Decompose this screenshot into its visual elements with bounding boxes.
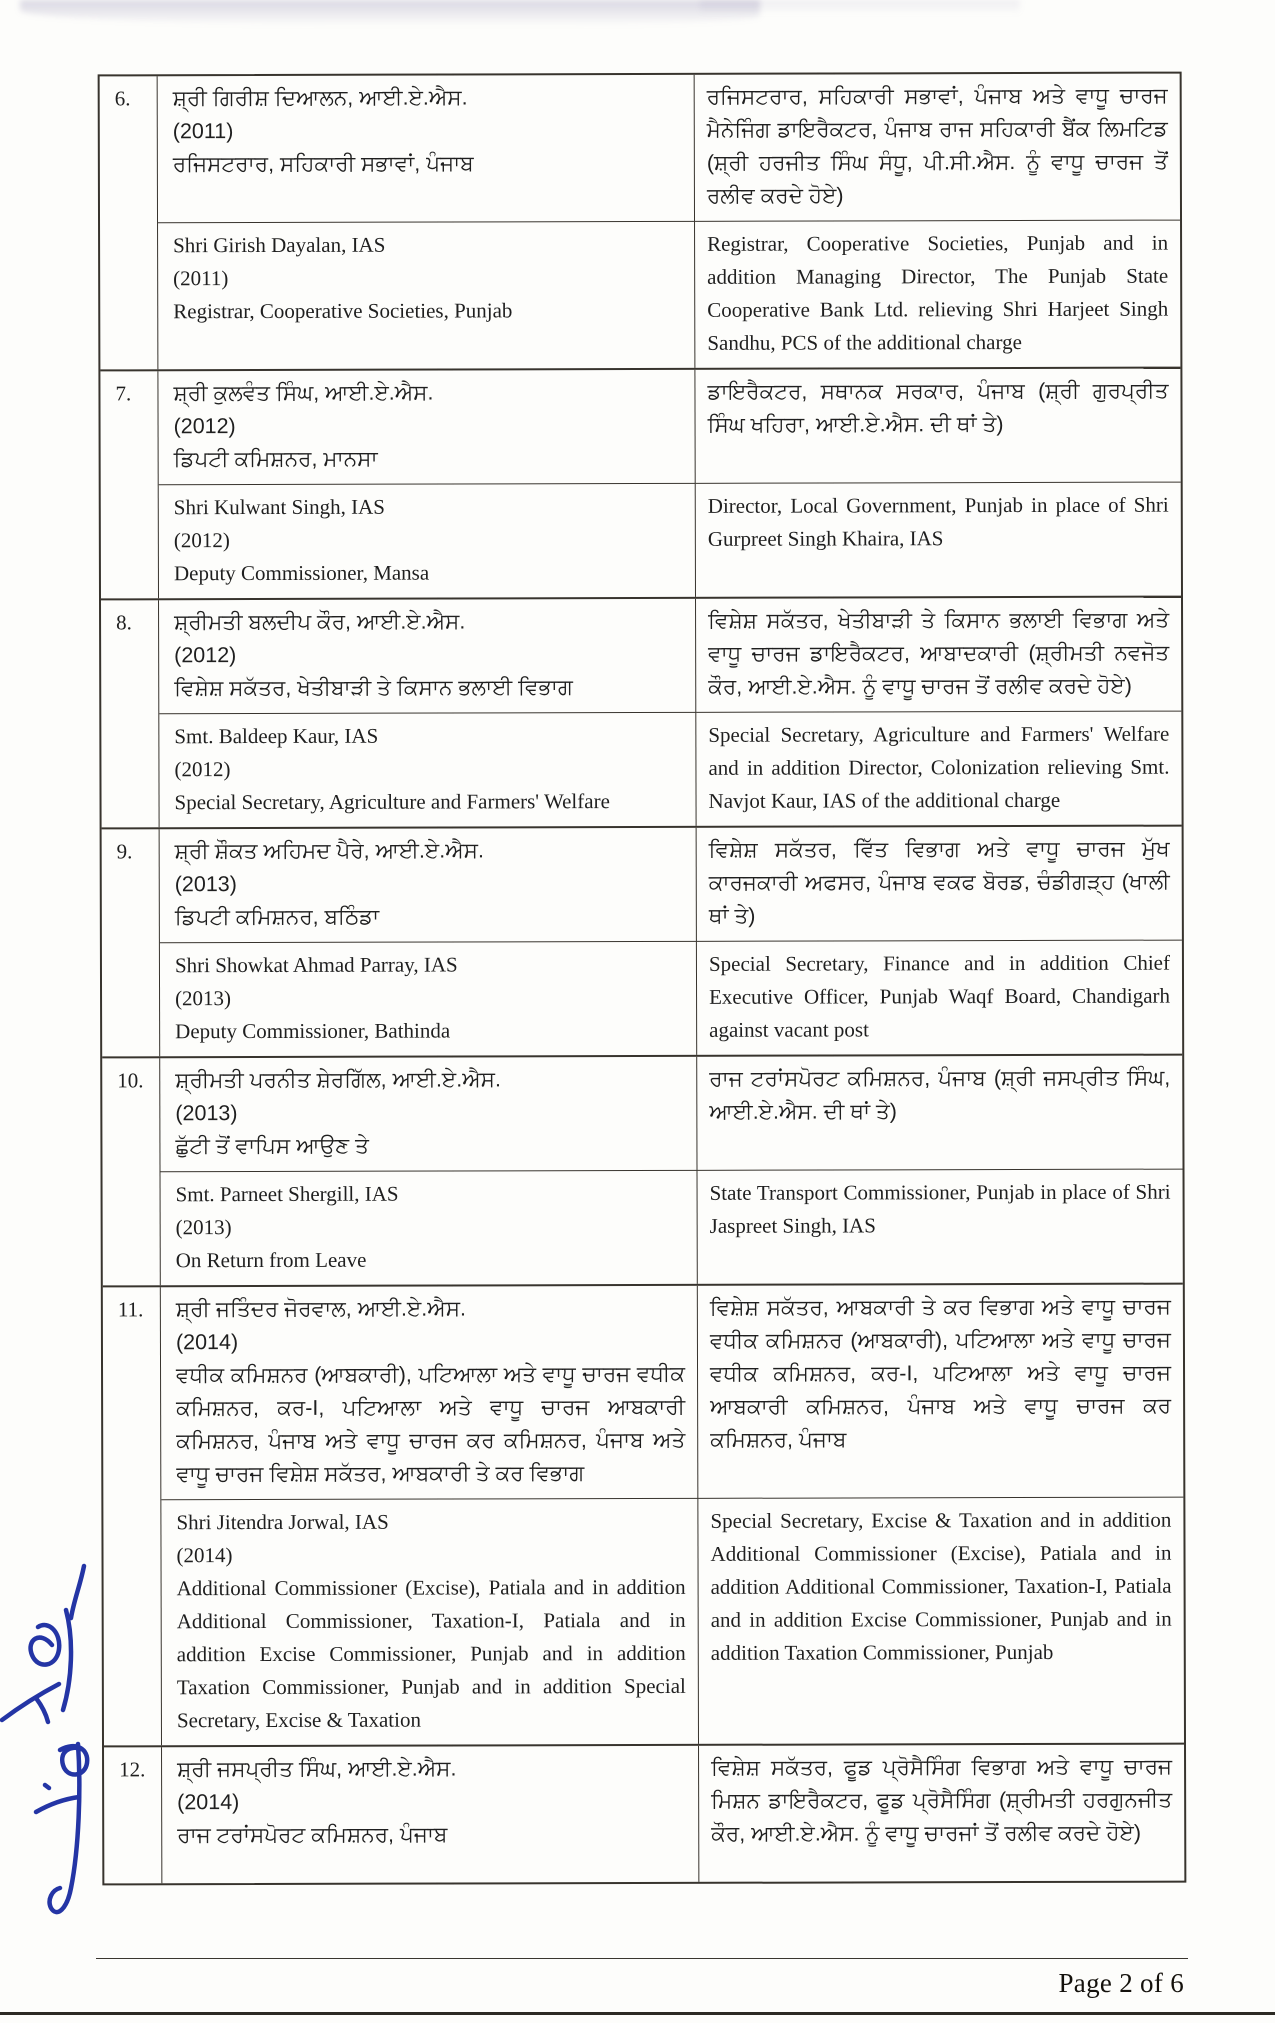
- text-line: (2011): [173, 266, 229, 291]
- officer-current-post-english: [160, 942, 697, 1056]
- serial-number-text: 10.: [117, 1068, 144, 1093]
- new-posting-punjabi-text: ਰਜਿਸਟਰਾਰ, ਸਹਿਕਾਰੀ ਸਭਾਵਾਂ, ਪੰਜਾਬ ਅਤੇ ਵਾਧੂ ਚਾਰਜ ਮੈਨੇਜਿੰਗ ਡਾਇਰੈਕਟਰ, ਪੰਜਾਬ ਰਾਜ ਸਹਿਕਾਰੀ ਬੈਂਕ ਲਿਮਟਿਡ (ਸ਼੍ਰੀ ਹਰਜੀਤ ਸਿੰਘ ਸੰਧੂ, ਪੀ.ਸੀ.ਐਸ. ਨੂੰ ਵਾਧੂ ਚਾਰਜ ਤੋਂ ਰਲੀਵ ਕਰਦੇ ਹੋਏ): [706, 83, 1168, 208]
- text-line: (2014): [175, 1330, 239, 1355]
- text-line: ਰਾਜ ਟਰਾਂਸਪੋਰਟ ਕਮਿਸ਼ਨਰ, ਪੰਜਾਬ: [177, 1822, 448, 1848]
- text-line: ਸ਼੍ਰੀ ਗਿਰੀਸ਼ ਦਿਆਲਨ, ਆਈ.ਏ.ਐਸ.: [172, 85, 468, 111]
- new-posting-english-text: Director, Local Government, Punjab in place of Shri Gurpreet Singh Khaira, IAS: [707, 492, 1169, 551]
- new-posting-punjabi-text: ਰਾਜ ਟਰਾਂਸਪੋਰਟ ਕਮਿਸ਼ਨਰ, ਪੰਜਾਬ (ਸ਼੍ਰੀ ਜਸਪ੍ਰੀਤ ਸਿੰਘ, ਆਈ.ਏ.ਐਸ. ਦੀ ਥਾਂ ਤੇ): [709, 1065, 1171, 1124]
- text-line: (2012): [174, 757, 231, 782]
- new-posting-punjabi-text: ਵਿਸ਼ੇਸ਼ ਸਕੱਤਰ, ਖੇਤੀਬਾੜੀ ਤੇ ਕਿਸਾਨ ਭਲਾਈ ਵਿਭਾਗ ਅਤੇ ਵਾਧੂ ਚਾਰਜ ਡਾਇਰੈਕਟਰ, ਆਬਾਦਕਾਰੀ (ਸ਼੍ਰੀਮਤੀ ਨਵਜੋਤ ਕੌਰ, ਆਈ.ਏ.ਐਸ. ਨੂੰ ਵਾਧੂ ਚਾਰਜ ਤੋਂ ਰਲੀਵ ਕਰਦੇ ਹੋਏ): [708, 607, 1170, 699]
- new-posting-punjabi: [695, 74, 1180, 222]
- serial-number-text: 8.: [116, 610, 132, 635]
- serial-number-text: 6.: [114, 86, 131, 111]
- new-posting-english-text: State Transport Commissioner, Punjab in place of Shri Jaspreet Singh, IAS: [709, 1179, 1171, 1238]
- text-line: ਸ਼੍ਰੀ ਸ਼ੌਕਤ ਅਹਿਮਦ ਪੈਰੇ, ਆਈ.ਏ.ਐਸ.: [174, 838, 484, 864]
- officer-current-post-english: [161, 1499, 699, 1745]
- serial-number: [102, 829, 161, 1056]
- text-line: Special Secretary, Agriculture and Farmers' Welfare: [174, 789, 610, 815]
- new-posting-punjabi: [697, 827, 1182, 942]
- text-line: ਡਿਪਟੀ ਕਮਿਸ਼ਨਰ, ਮਾਨਸਾ: [173, 446, 378, 472]
- officer-current-post-english: [161, 1171, 698, 1285]
- serial-number: [102, 1058, 161, 1285]
- text-line: (2012): [174, 643, 237, 668]
- text-line: ਵਧੀਕ ਕਮਿਸ਼ਨਰ (ਆਬਕਾਰੀ), ਪਟਿਆਲਾ ਅਤੇ ਵਾਧੂ ਚਾਰਜ ਵਧੀਕ ਕਮਿਸ਼ਨਰ, ਕਰ-I, ਪਟਿਆਲਾ ਅਤੇ ਵਾਧੂ ਚਾਰਜ ਆਬਕਾਰੀ ਕਮਿਸ਼ਨਰ, ਪੰਜਾਬ ਅਤੇ ਵਾਧੂ ਚਾਰਜ ਕਰ ਕਮਿਸ਼ਨਰ, ਪੰਜਾਬ ਅਤੇ ਵਾਧੂ ਚਾਰਜ ਵਿਸ਼ੇਸ਼ ਸਕੱਤਰ, ਆਬਕਾਰੀ ਤੇ ਕਰ ਵਿਭਾਗ: [176, 1361, 686, 1487]
- text-line: (2014): [177, 1790, 240, 1815]
- officer-current-post-punjabi: [158, 75, 695, 223]
- table-row: [102, 1054, 1183, 1286]
- scan-bleed-artifact-right: [700, 0, 1020, 14]
- text-line: ਸ਼੍ਰੀਮਤੀ ਬਲਦੀਪ ਕੌਰ, ਆਈ.ਏ.ਐਸ.: [174, 609, 466, 635]
- table-row: [101, 596, 1182, 828]
- table-row: [102, 825, 1183, 1057]
- text-line: Shri Kulwant Singh, IAS: [173, 494, 385, 520]
- text-line: (2013): [175, 1215, 232, 1240]
- new-posting-english: [696, 483, 1181, 597]
- officer-current-post-punjabi: [159, 599, 696, 714]
- serial-number-text: 12.: [119, 1757, 146, 1782]
- page-bottom-edge-line: [0, 2012, 1275, 2015]
- text-line: Deputy Commissioner, Bathinda: [175, 1018, 451, 1044]
- text-line: Shri Jitendra Jorwal, IAS: [176, 1509, 389, 1535]
- signature-ink-scribble: [0, 1548, 140, 1938]
- text-line: Shri Showkat Ahmad Parray, IAS: [174, 952, 458, 978]
- new-posting-punjabi: [699, 1745, 1184, 1882]
- text-line: Additional Commissioner (Excise), Patiala and in addition Additional Commissioner, Taxation-I, Patiala and in addition Excise Commissioner, Punjab and in addition Taxation Commissioner, Punjab and in addition Special Secretary, Excise & Taxation: [176, 1574, 686, 1733]
- serial-number: [101, 600, 160, 827]
- new-posting-punjabi-text: ਵਿਸ਼ੇਸ਼ ਸਕੱਤਰ, ਆਬਕਾਰੀ ਤੇ ਕਰ ਵਿਭਾਗ ਅਤੇ ਵਾਧੂ ਚਾਰਜ ਵਧੀਕ ਕਮਿਸ਼ਨਰ (ਆਬਕਾਰੀ), ਪਟਿਆਲਾ ਅਤੇ ਵਾਧੂ ਚਾਰਜ ਵਧੀਕ ਕਮਿਸ਼ਨਰ, ਕਰ-I, ਪਟਿਆਲਾ ਅਤੇ ਵਾਧੂ ਚਾਰਜ ਆਬਕਾਰੀ ਕਮਿਸ਼ਨਰ, ਪੰਜਾਬ ਅਤੇ ਵਾਧੂ ਚਾਰਜ ਕਰ ਕਮਿਸ਼ਨਰ, ਪੰਜਾਬ: [709, 1294, 1172, 1452]
- new-posting-english-text: Special Secretary, Excise & Taxation and in addition Additional Commissioner (Excise), Patiala and in addition Additional Commissioner, Taxation-I, Patiala and in addition Excise Commissioner, Punjab and in addition Taxation Commissioner, Punjab: [710, 1507, 1172, 1665]
- text-line: (2013): [174, 872, 237, 897]
- text-line: Deputy Commissioner, Mansa: [173, 560, 430, 586]
- officer-current-post-english: [159, 713, 696, 827]
- serial-number: [100, 76, 159, 369]
- serial-number-text: 9.: [116, 839, 133, 864]
- officer-current-post-punjabi: [160, 1057, 697, 1172]
- new-posting-punjabi: [697, 1056, 1182, 1171]
- officer-current-post-english: [158, 222, 695, 369]
- text-line: (2012): [173, 414, 236, 439]
- officer-current-post-english: [159, 484, 696, 598]
- new-posting-punjabi-text: ਵਿਸ਼ੇਸ਼ ਸਕੱਤਰ, ਫੂਡ ਪ੍ਰੋਸੈਸਿੰਗ ਵਿਭਾਗ ਅਤੇ ਵਾਧੂ ਚਾਰਜ ਮਿਸ਼ਨ ਡਾਇਰੈਕਟਰ, ਫੂਡ ਪ੍ਰੋਸੈਸਿੰਗ (ਸ਼੍ਰੀਮਤੀ ਹਰਗੁਨਜੀਤ ਕੌਰ, ਆਈ.ਏ.ਐਸ. ਨੂੰ ਵਾਧੂ ਚਾਰਜਾਂ ਤੋਂ ਰਲੀਵ ਕਰਦੇ ਹੋਏ): [711, 1754, 1173, 1846]
- text-line: ਸ਼੍ਰੀਮਤੀ ਪਰਨੀਤ ਸ਼ੇਰਗਿੱਲ, ਆਈ.ਏ.ਐਸ.: [175, 1067, 501, 1093]
- page-number: Page 2 of 6: [1058, 1968, 1184, 1998]
- new-posting-english: [697, 941, 1182, 1055]
- text-line: ਰਜਿਸਟਰਾਰ, ਸਹਿਕਾਰੀ ਸਭਾਵਾਂ, ਪੰਜਾਬ: [172, 151, 474, 177]
- text-line: (2013): [175, 1101, 238, 1126]
- new-posting-english: [698, 1170, 1183, 1284]
- new-posting-punjabi: [695, 369, 1180, 484]
- footer-divider-line: [96, 1958, 1188, 1959]
- text-line: (2011): [172, 119, 234, 144]
- officer-current-post-punjabi: [158, 370, 695, 485]
- text-line: Smt. Baldeep Kaur, IAS: [174, 723, 379, 749]
- new-posting-english-text: Special Secretary, Finance and in addition Chief Executive Officer, Punjab Waqf Board, Chandigarh against vacant post: [708, 950, 1171, 1042]
- new-posting-english: [698, 1498, 1184, 1744]
- text-line: ਛੁੱਟੀ ਤੋਂ ਵਾਪਿਸ ਆਉਣ ਤੇ: [175, 1133, 369, 1159]
- text-line: Shri Girish Dayalan, IAS: [173, 232, 386, 258]
- text-line: Smt. Parneet Shergill, IAS: [175, 1181, 399, 1207]
- table-row: [100, 74, 1181, 370]
- text-line: ਡਿਪਟੀ ਕਮਿਸ਼ਨਰ, ਬਠਿੰਡਾ: [174, 904, 380, 930]
- new-posting-punjabi: [696, 598, 1181, 713]
- new-posting-punjabi-text: ਡਾਇਰੈਕਟਰ, ਸਥਾਨਕ ਸਰਕਾਰ, ਪੰਜਾਬ (ਸ਼੍ਰੀ ਗੁਰਪ੍ਰੀਤ ਸਿੰਘ ਖਹਿਰਾ, ਆਈ.ਏ.ਐਸ. ਦੀ ਥਾਂ ਤੇ): [707, 378, 1169, 437]
- text-line: ਵਿਸ਼ੇਸ਼ ਸਕੱਤਰ, ਖੇਤੀਬਾੜੀ ਤੇ ਕਿਸਾਨ ਭਲਾਈ ਵਿਭਾਗ: [174, 675, 573, 701]
- scan-bleed-artifact: [20, 0, 760, 26]
- table-row: [104, 1743, 1184, 1884]
- serial-number-text: 7.: [115, 381, 132, 406]
- officer-current-post-punjabi: [162, 1746, 699, 1883]
- serial-number: [100, 371, 159, 598]
- table-row: [100, 367, 1181, 599]
- transfer-order-table: [98, 72, 1187, 1886]
- officer-current-post-punjabi: [161, 1286, 699, 1500]
- text-line: ਸ਼੍ਰੀ ਕੁਲਵੰਤ ਸਿੰਘ, ਆਈ.ਏ.ਐਸ.: [173, 380, 434, 406]
- officer-current-post-punjabi: [160, 828, 697, 943]
- text-line: (2013): [175, 986, 232, 1011]
- text-line: On Return from Leave: [175, 1247, 367, 1273]
- serial-number-text: 11.: [117, 1297, 144, 1322]
- text-line: Registrar, Cooperative Societies, Punjab: [173, 298, 513, 324]
- text-line: (2014): [176, 1543, 233, 1568]
- new-posting-punjabi-text: ਵਿਸ਼ੇਸ਼ ਸਕੱਤਰ, ਵਿੱਤ ਵਿਭਾਗ ਅਤੇ ਵਾਧੂ ਚਾਰਜ ਮੁੱਖ ਕਾਰਜਕਾਰੀ ਅਫਸਰ, ਪੰਜਾਬ ਵਕਫ ਬੋਰਡ, ਚੰਡੀਗੜ੍ਹ (ਖਾਲੀ ਥਾਂ ਤੇ): [708, 836, 1170, 928]
- new-posting-english-text: Registrar, Cooperative Societies, Punjab and in addition Managing Director, The Punjab State Cooperative Bank Ltd. relieving Shri Harjeet Singh Sandhu, PCS of the additional charge: [707, 230, 1169, 355]
- text-line: (2012): [173, 528, 230, 553]
- new-posting-english-text: Special Secretary, Agriculture and Farmers' Welfare and in addition Director, Colonization relieving Smt. Navjot Kaur, IAS of the additional charge: [708, 721, 1170, 813]
- text-line: ਸ਼੍ਰੀ ਜਸਪ੍ਰੀਤ ਸਿੰਘ, ਆਈ.ਏ.ਐਸ.: [177, 1756, 457, 1782]
- new-posting-english: [696, 712, 1181, 826]
- table-row: [103, 1283, 1184, 1746]
- text-line: ਸ਼੍ਰੀ ਜਤਿੰਦਰ ਜੋਰਵਾਲ, ਆਈ.ਏ.ਐਸ.: [175, 1296, 467, 1322]
- new-posting-english: [695, 221, 1180, 368]
- new-posting-punjabi: [698, 1285, 1184, 1499]
